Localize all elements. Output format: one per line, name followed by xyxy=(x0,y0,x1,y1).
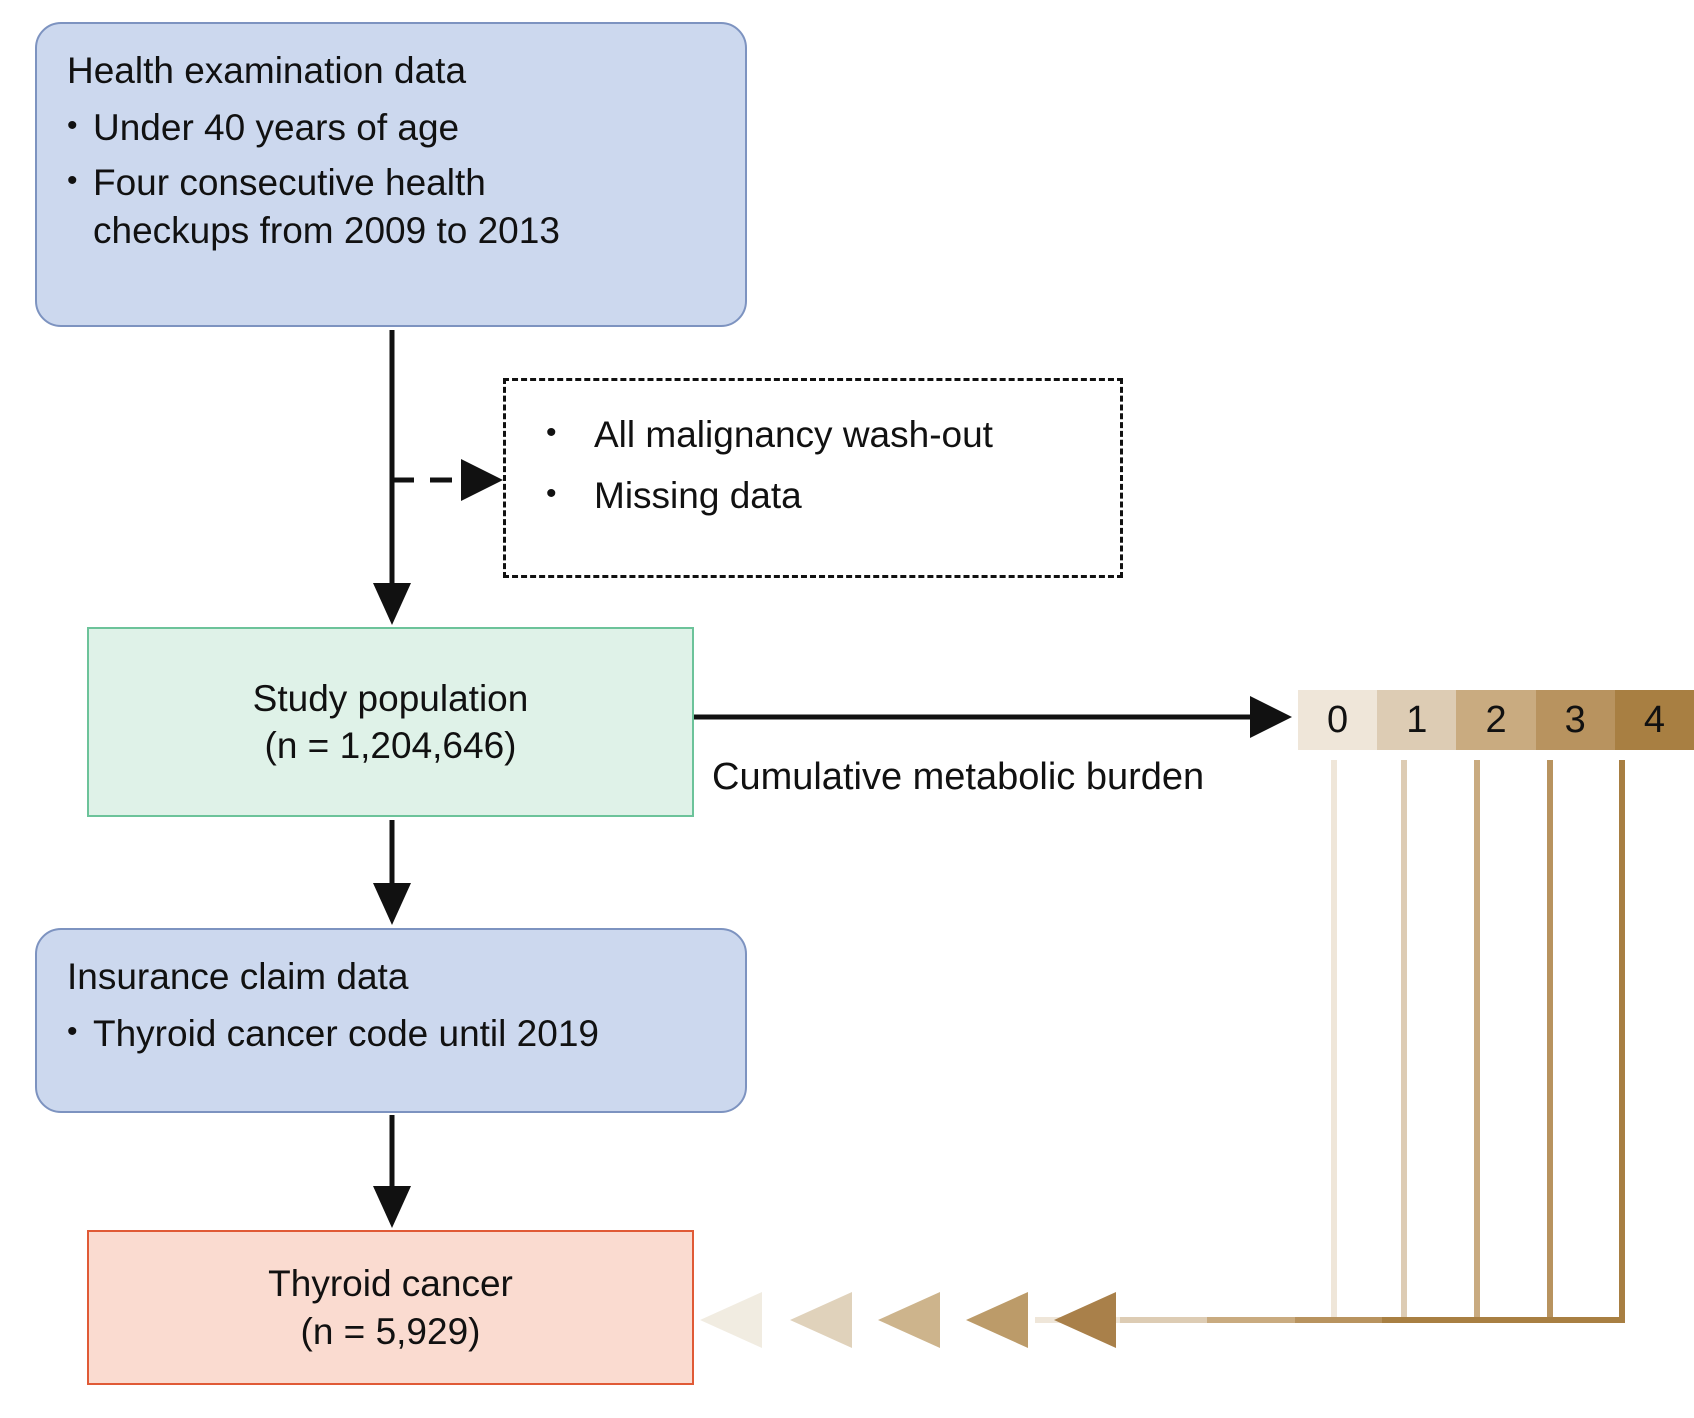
thyroid-cancer-line-2: (n = 5,929) xyxy=(300,1310,481,1352)
burden-cell-4 xyxy=(1615,690,1694,750)
node-thyroid-cancer xyxy=(87,1230,694,1385)
exclusion-bullet-1 xyxy=(546,411,1080,458)
node-exclusion-criteria xyxy=(503,378,1123,578)
burden-cell-1 xyxy=(1377,690,1456,750)
insurance-claim-heading: Insurance claim data xyxy=(67,956,409,997)
bullet-icon: • xyxy=(546,416,557,449)
bullet-icon: • xyxy=(67,1015,78,1048)
burden-cell-2 xyxy=(1456,690,1535,750)
thyroid-cancer-line-1: Thyroid cancer xyxy=(268,1263,513,1305)
cumulative-burden-label: Cumulative metabolic burden xyxy=(712,756,1205,798)
burden-cell-1-label: 1 xyxy=(1406,698,1428,741)
bullet-icon: • xyxy=(546,477,557,511)
burden-cell-0 xyxy=(1298,690,1377,750)
health-exam-bullet-1-label: Under 40 years of age xyxy=(93,107,460,148)
study-population-line-1: Study population xyxy=(252,677,529,719)
bullet-icon: • xyxy=(67,164,78,198)
bullet-icon: • xyxy=(67,109,78,142)
burden-cell-0-label: 0 xyxy=(1327,698,1349,741)
study-population-line-2: (n = 1,204,646) xyxy=(264,725,517,766)
node-study-population xyxy=(87,627,694,817)
burden-cell-3 xyxy=(1536,690,1615,750)
cumulative-burden-strip xyxy=(1298,690,1694,750)
insurance-claim-bullet-1-label: Thyroid cancer code until 2019 xyxy=(93,1013,599,1054)
health-exam-heading: Health examination data xyxy=(67,50,467,91)
node-health-examination-data xyxy=(35,22,747,327)
burden-cell-2-label: 2 xyxy=(1485,698,1507,741)
burden-cell-4-label: 4 xyxy=(1643,698,1665,741)
node-insurance-claim-data xyxy=(35,928,747,1113)
burden-cell-3-label: 3 xyxy=(1564,698,1586,741)
health-exam-bullet-2-continued: checkups from 2009 to 2013 xyxy=(93,209,560,251)
exclusion-bullet-2-label: Missing data xyxy=(594,475,802,517)
exclusion-bullet-2 xyxy=(546,472,1080,519)
health-exam-bullet-2 xyxy=(67,159,715,206)
health-exam-bullet-2-label: Four consecutive health xyxy=(93,162,486,204)
health-exam-bullet-1 xyxy=(67,104,715,151)
exclusion-bullet-1-label: All malignancy wash-out xyxy=(594,414,993,455)
insurance-claim-bullet-1 xyxy=(67,1010,715,1057)
